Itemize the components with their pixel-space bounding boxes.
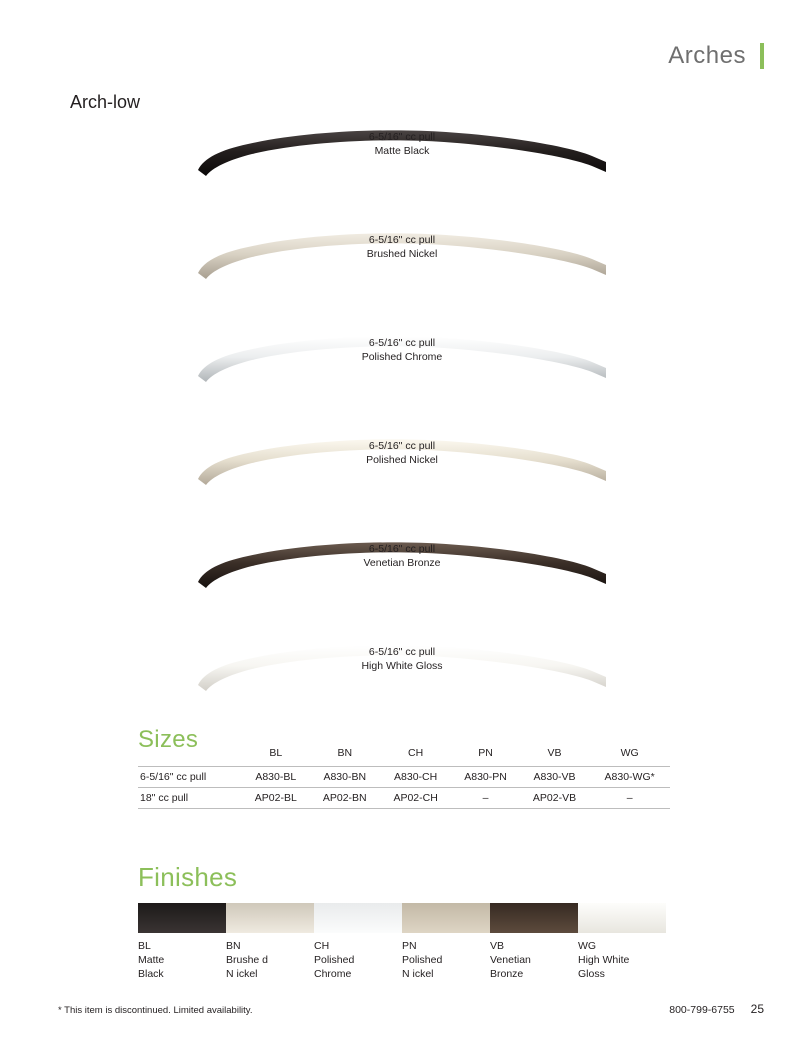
product-row	[0, 213, 804, 316]
finish-label	[578, 939, 666, 981]
product-row	[0, 419, 804, 522]
finishes-section	[138, 862, 668, 981]
finish-name-line2: Gloss	[578, 968, 605, 980]
row-label: 6-5/16" cc pull	[138, 767, 242, 788]
pull-image-matte-black	[196, 118, 608, 180]
product-list	[0, 110, 804, 728]
finish-name-line2: N ickel	[402, 968, 434, 980]
table-cell: AP02-BL	[242, 788, 310, 809]
pull-image-high-white-gloss	[196, 633, 608, 695]
pull-image-polished-nickel	[196, 427, 608, 489]
finish-swatch-wg	[578, 903, 666, 933]
table-row	[138, 767, 670, 788]
pull-finish-label: Polished Chrome	[361, 351, 443, 363]
column-header: VB	[547, 747, 562, 759]
footnote: * This item is discontinued. Limited availability.	[58, 1005, 253, 1016]
finish-label	[402, 939, 490, 981]
finish-swatch-strip	[138, 903, 666, 933]
finish-label	[226, 939, 314, 981]
finish-name-line1: Venetian	[490, 954, 531, 966]
finish-name-line2: Black	[138, 968, 164, 980]
pull-finish-label: Polished Nickel	[366, 454, 438, 466]
pull-size-label: 6-5/16" cc pull	[368, 440, 436, 452]
table-cell: AP02-VB	[520, 788, 589, 809]
footer	[669, 1002, 764, 1016]
table-cell: –	[451, 788, 520, 809]
column-header: CH	[408, 747, 424, 759]
column-header	[138, 744, 242, 767]
pull-image-polished-chrome	[196, 324, 608, 386]
pull-finish-label: Venetian Bronze	[363, 557, 441, 569]
finish-name-line2: N ickel	[226, 968, 258, 980]
column-header: WG	[620, 747, 639, 759]
finish-name-line1: High White	[578, 954, 630, 966]
finish-name-line2: Chrome	[314, 968, 352, 980]
finish-label	[138, 939, 226, 981]
column-header: PN	[478, 747, 493, 759]
page-number: 25	[750, 1002, 764, 1016]
finish-swatch-pn	[402, 903, 490, 933]
product-row	[0, 316, 804, 419]
finish-code: VB	[490, 940, 505, 952]
section-title: Arch-low	[70, 92, 141, 112]
finish-label-row	[138, 939, 666, 981]
table-cell: A830-VB	[520, 767, 589, 788]
finish-code: PN	[402, 940, 417, 952]
pull-finish-label: Brushed Nickel	[366, 248, 438, 260]
finish-code: WG	[578, 940, 597, 952]
column-header: BN	[337, 747, 353, 759]
finishes-heading: Finishes	[138, 862, 238, 892]
table-cell: –	[589, 788, 670, 809]
header-accent-rule	[760, 43, 764, 69]
table-cell: A830-BL	[242, 767, 310, 788]
phone-number: 800-799-6755	[669, 1004, 735, 1016]
pull-size-label: 6-5/16" cc pull	[368, 234, 436, 246]
table-cell: AP02-CH	[380, 788, 451, 809]
row-label: 18" cc pull	[138, 788, 242, 809]
finish-name-line1: Polished	[314, 954, 355, 966]
product-row	[0, 625, 804, 728]
page-header	[668, 42, 764, 70]
finish-code: BL	[138, 940, 151, 952]
finish-name-line1: Polished	[402, 954, 443, 966]
table-row	[138, 788, 670, 809]
finish-swatch-bn	[226, 903, 314, 933]
table-cell: A830-CH	[380, 767, 451, 788]
finish-code: BN	[226, 940, 241, 952]
table-cell: A830-WG*	[589, 767, 670, 788]
table-cell: A830-BN	[310, 767, 380, 788]
product-row	[0, 110, 804, 213]
pull-size-label: 6-5/16" cc pull	[368, 543, 436, 555]
finish-label	[490, 939, 578, 981]
finish-swatch-vb	[490, 903, 578, 933]
finish-name-line1: Matte	[138, 954, 165, 966]
pull-size-label: 6-5/16" cc pull	[368, 131, 436, 143]
finish-swatch-ch	[314, 903, 402, 933]
column-header: BL	[269, 747, 283, 759]
pull-finish-label: Matte Black	[374, 145, 430, 157]
pull-finish-label: High White Gloss	[361, 660, 443, 672]
finish-code: CH	[314, 940, 330, 952]
table-header-row	[138, 744, 670, 767]
sizes-heading: Sizes	[138, 726, 199, 753]
finish-swatch-bl	[138, 903, 226, 933]
sizes-table	[138, 744, 670, 809]
pull-image-venetian-bronze	[196, 530, 608, 592]
finish-label	[314, 939, 402, 981]
product-row	[0, 522, 804, 625]
pull-image-brushed-nickel	[196, 221, 608, 283]
finish-name-line2: Bronze	[490, 968, 524, 980]
pull-size-label: 6-5/16" cc pull	[368, 646, 436, 658]
page-title: Arches	[668, 42, 746, 69]
pull-size-label: 6-5/16" cc pull	[368, 337, 436, 349]
table-cell: AP02-BN	[310, 788, 380, 809]
table-cell: A830-PN	[451, 767, 520, 788]
finish-name-line1: Brushe d	[226, 954, 269, 966]
